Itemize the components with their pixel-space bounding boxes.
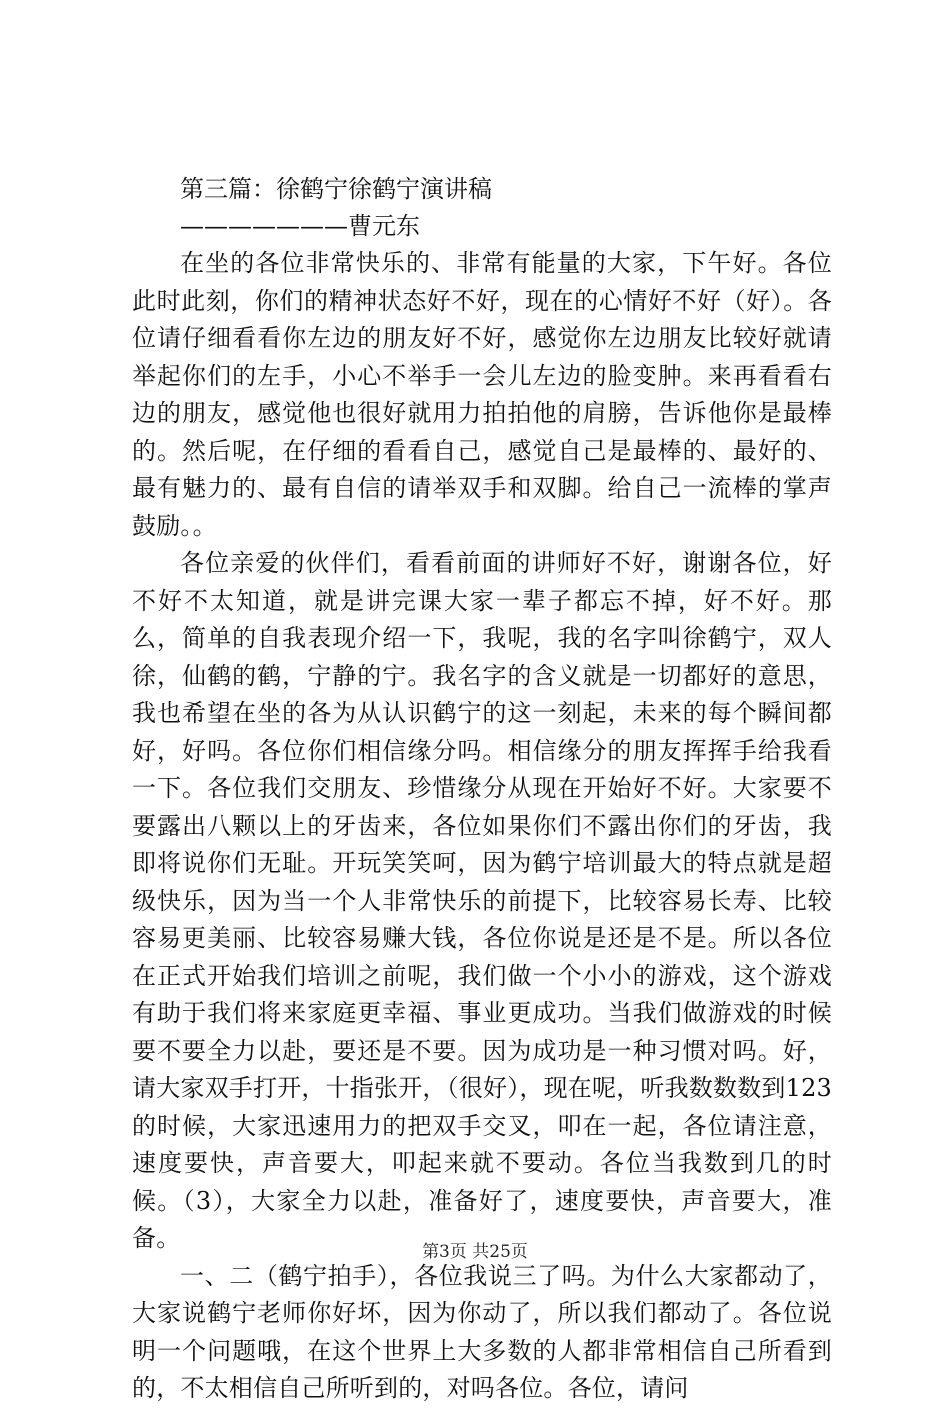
document-author: ———————曹元东: [180, 212, 420, 240]
document-body: [132, 171, 832, 1408]
paragraph-3: 一、二（鹤宁拍手），各位我说三了吗。为什么大家都动了，大家说鹤宁老师你好坏，因为你动了，所以我们都动了。各位说明一个问题哦，在这个世界上大多数的人都非常相信自己所看到的，不太相信自己所听到的，对吗各位。各位，请问: [132, 1261, 832, 1402]
paragraph-2: 各位亲爱的伙伴们，看看前面的讲师好不好，谢谢各位，好不好不太知道，就是讲完课大家一辈子都忘不掉，好不好。那么，简单的自我表现介绍一下，我呢，我的名字叫徐鹤宁，双人徐，仙鹤的鹤，宁静的宁。我名字的含义就是一切都好的意思，我也希望在坐的各为从认识鹤宁的这一刻起，未来的每个瞬间都好，好吗。各位你们相信缘分吗。相信缘分的朋友挥挥手给我看一下。各位我们交朋友、珍惜缘分从现在开始好不好。大家要不要露出八颗以上的牙齿来，各位如果你们不露出你们的牙齿，我即将说你们无耻。开玩笑笑呵，因为鹤宁培训最大的特点就是超级快乐，因为当一个人非常快乐的前提下，比较容易长寿、比较容易更美丽、比较容易赚大钱，各位你说是还是不是。所以各位在正式开始我们培训之前呢，我们做一个小小的游戏，这个游戏有助于我们将来家庭更幸福、事业更成功。当我们做游戏的时候要不要全力以赴，要还是不要。因为成功是一种习惯对吗。好，请大家双手打开，十指张开，（很好），现在呢，听我数数数到123的时候，大家迅速用力的把双手交叉，叩在一起，各位请注意，速度要快，声音要大，叩起来就不要动。各位当我数到几的时候。（3），大家全力以赴，准备好了，速度要快，声音要大，准备。: [132, 549, 833, 1252]
page-number-footer: 第3页 共25页: [422, 1242, 528, 1262]
document-title: 第三篇：徐鹤宁徐鹤宁演讲稿: [180, 175, 492, 203]
paragraph-1: 在坐的各位非常快乐的、非常有能量的大家，下午好。各位此时此刻，你们的精神状态好不好，现在的心情好不好（好）。各位请仔细看看你左边的朋友好不好，感觉你左边朋友比较好就请举起你们的左手，小心不举手一会儿左边的脸变肿。来再看看右边的朋友，感觉他也很好就用力拍拍他的肩膀，告诉他你是最棒的。然后呢，在仔细的看看自己，感觉自己是最棒的、最好的、最有魅力的、最有自信的请举双手和双脚。给自己一流棒的掌声鼓励。。: [132, 249, 832, 540]
